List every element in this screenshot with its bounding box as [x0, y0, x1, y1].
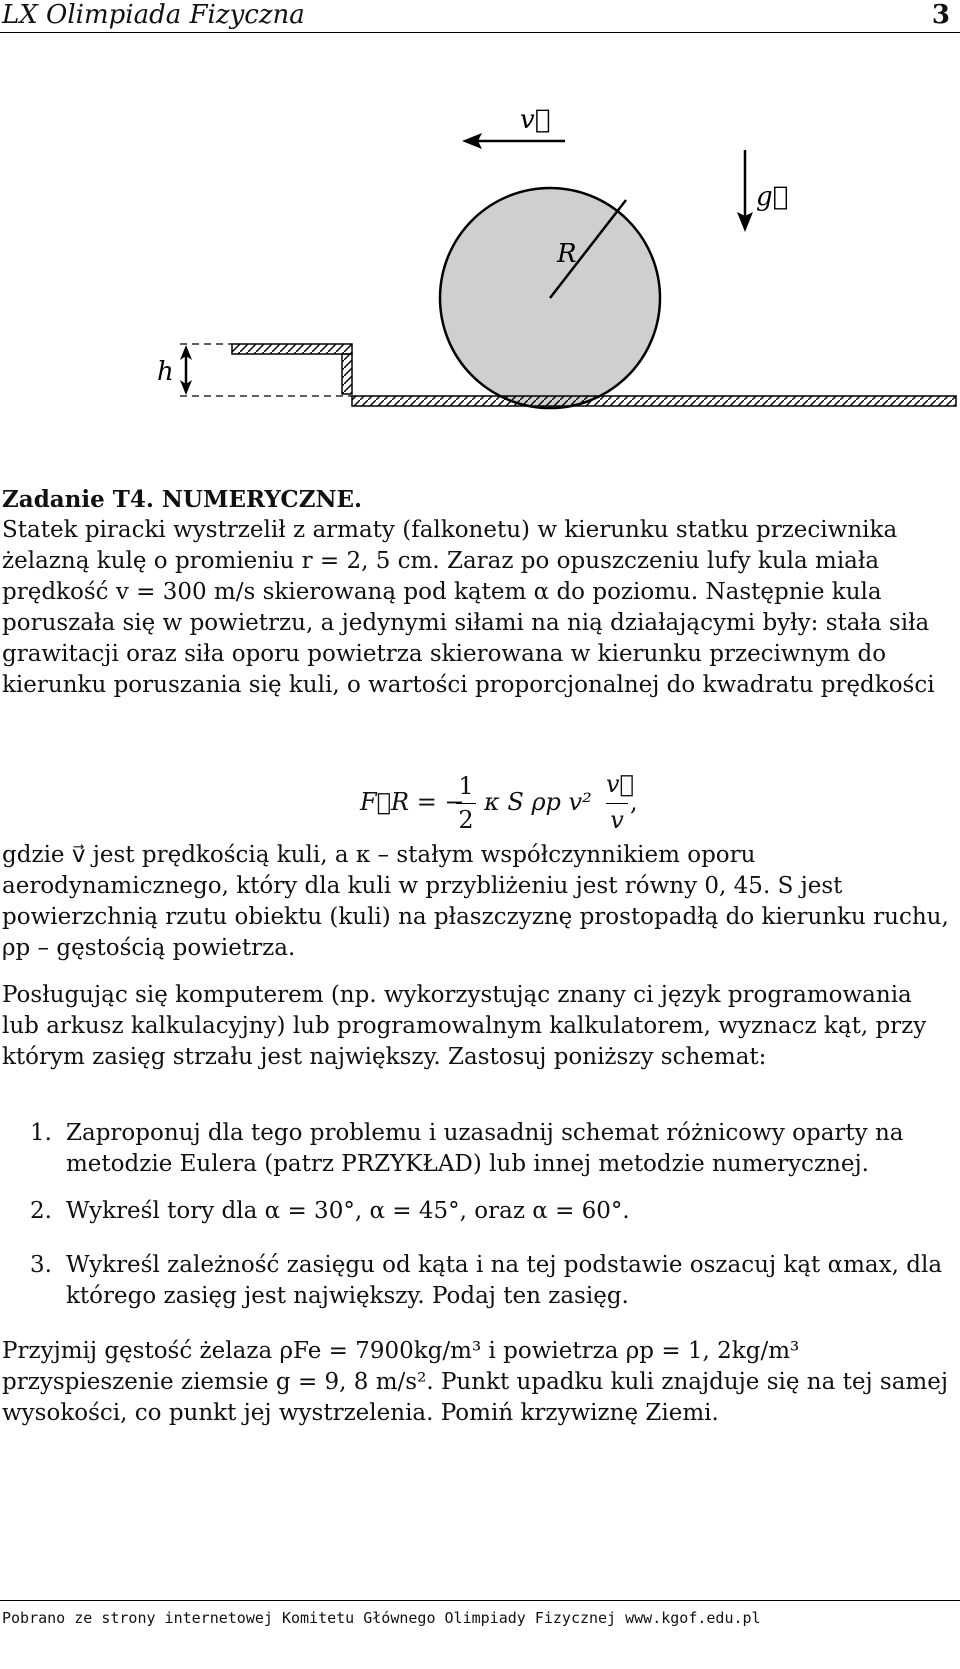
header-title: LX Olimpiada Fizyczna: [2, 0, 305, 30]
list-item-number: 3.: [30, 1252, 52, 1278]
page-footer: [0, 1600, 960, 1627]
height-label: h: [157, 357, 174, 387]
formula-end: ,: [630, 788, 638, 816]
list-item-text: Wykreśl zależność zasięgu od kąta i na tej podstawie oszacuj kąt αmax, dla którego zasięg jest największy. Podaj ten zasięg.: [66, 1252, 943, 1309]
gravity-label: g⃗: [756, 182, 789, 212]
velocity-label: v⃗: [520, 105, 551, 135]
task-paragraph-4: Przyjmij gęstość żelaza ρFe = 7900kg/m³ i powietrza ρp = 1, 2kg/m³ przyspieszenie ziemsie g = 9, 8 m/s². Punkt upadku kuli znajduje się na tej samej wysokości, co punkt jej wystrzelenia. Pomiń krzywiznę Ziemi.: [2, 1338, 948, 1426]
upper-ledge: [232, 344, 352, 354]
list-item-text: Wykreśl tory dla α = 30°, α = 45°, oraz α = 60°.: [66, 1198, 630, 1224]
lower-ground: [352, 396, 956, 406]
task-paragraph-3: Posługując się komputerem (np. wykorzystując znany ci język programowania lub arkusz kalkulacyjny) lub programowalnym kalkulatorem, wyznacz kąt, przy którym zasięg strzału jest największy. Zastosuj poniższy schemat:: [2, 982, 927, 1070]
list-item-text: Zaproponuj dla tego problemu i uzasadnij schemat różnicowy oparty na metodzie Eulera (patrz PRZYKŁAD) lub innej metodzie numerycznej.: [66, 1120, 904, 1177]
formula-half-num: 1: [458, 772, 474, 800]
footer-text: Pobrano ze strony internetowej Komitetu Głównego Olimpiady Fizycznej www.kgof.edu.pl: [2, 1609, 761, 1627]
formula-half-bar: [456, 803, 476, 804]
formula-mid: κ S ρp v²: [484, 788, 592, 816]
formula-lhs: F⃗R = −: [360, 788, 465, 816]
formula-frac-den: v: [610, 806, 624, 834]
list-item-number: 2.: [30, 1198, 52, 1224]
task-title: Zadanie T4. NUMERYCZNE.: [2, 486, 363, 513]
step-wall: [342, 354, 352, 394]
radius-label: R: [557, 239, 577, 269]
task-paragraph-1: Statek piracki wystrzelił z armaty (falkonetu) w kierunku statku przeciwnika żelazną kulę o promieniu r = 2, 5 cm. Zaraz po opuszczeniu lufy kula miała prędkość v = 300 m/s skierowaną pod kątem α do poziomu. Następnie kula poruszała się w powietrzu, a jedynymi siłami na nią działającymi były: stała siła grawitacji oraz siła oporu powietrza skierowana w kierunku przeciwnym do kierunku poruszania się kuli, o wartości proporcjonalnej do kwadratu prędkości: [2, 517, 935, 698]
list-item-number: 1.: [30, 1120, 52, 1146]
page-header: [0, 0, 960, 33]
task-paragraph-2: gdzie v⃗ jest prędkością kuli, a κ – stałym współczynnikiem oporu aerodynamicznego, który dla kuli w przybliżeniu jest równy 0, 45. S jest powierzchnią rzutu obiektu (kuli) na płaszczyznę prostopadłą do kierunku ruchu, ρp – gęstością powietrza.: [2, 842, 949, 961]
formula-frac-bar: [606, 803, 628, 804]
formula-half-den: 2: [458, 806, 474, 834]
ball-figure: [0, 34, 960, 434]
formula-frac-num: v⃗: [606, 770, 634, 798]
page-number: 3: [931, 0, 950, 30]
